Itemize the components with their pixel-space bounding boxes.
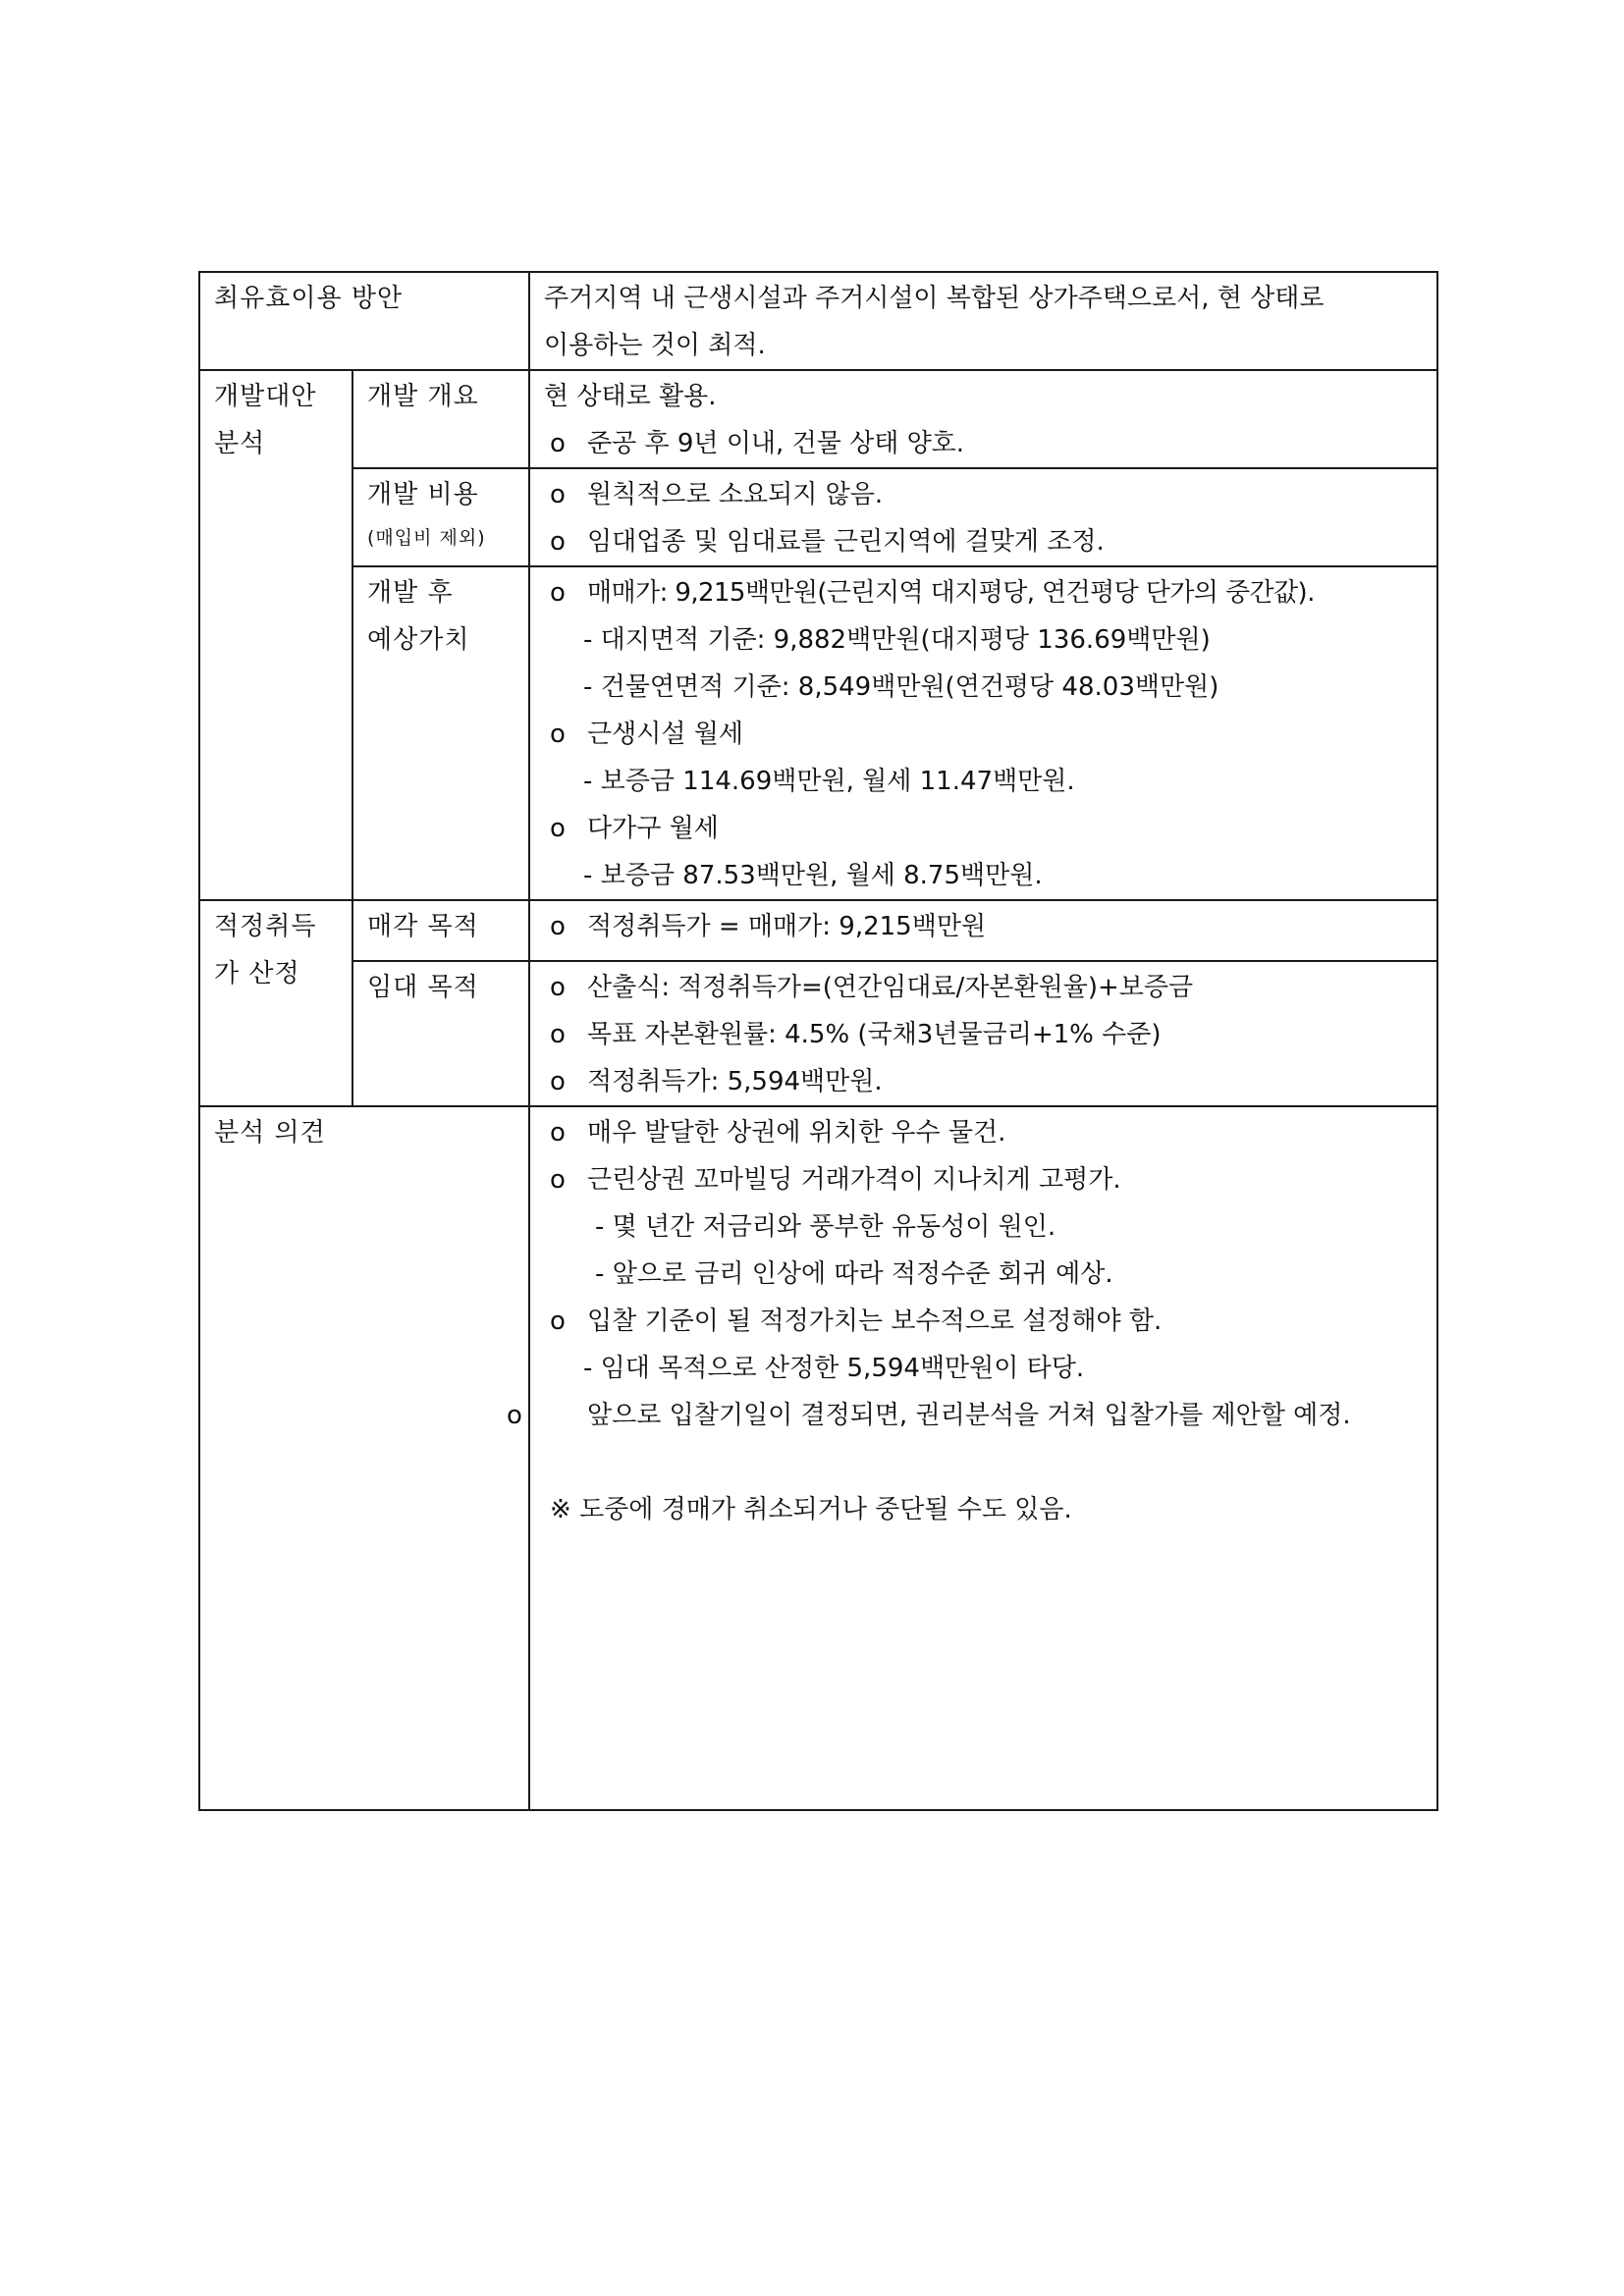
lease-line: 목표 자본환원률: 4.5% (국채3년물금리+1% 수준): [587, 1020, 1162, 1049]
overview-line: 현 상태로 활용.: [544, 382, 717, 411]
lease-line: 적정취득가: 5,594백만원.: [587, 1067, 883, 1096]
dev-cost-label: 개발 비용: [367, 480, 479, 509]
row-expected-value: [199, 566, 1437, 900]
dash-marker: -: [583, 767, 593, 796]
value-line: 건물연면적 기준: 8,549백만원(연건평당 48.03백만원): [600, 672, 1219, 702]
row-opinion: [199, 1106, 1437, 1810]
fair-price-label: 적정취득가 산정: [199, 900, 352, 1106]
sale-purpose-content: [529, 900, 1437, 961]
dev-cost-sublabel: (매입비 제외): [367, 527, 486, 549]
bullet-marker: o: [550, 1165, 566, 1195]
dash-marker: -: [595, 1259, 605, 1289]
opinion-content: [507, 1106, 1437, 1810]
value-line: 대지면적 기준: 9,882백만원(대지평당 136.69백만원): [600, 625, 1211, 655]
expected-value-content: [529, 566, 1437, 900]
dev-overview-label: 개발 개요: [352, 370, 529, 468]
bullet-marker: o: [550, 429, 566, 458]
dash-marker: -: [595, 1212, 605, 1242]
expected-value-label: 개발 후 예상가치: [352, 566, 529, 900]
best-use-text: 주거지역 내 근생시설과 주거시설이 복합된 상가주택으로서, 현 상태로 이용하는 것이 최적.: [544, 284, 1325, 360]
opinion-line: 앞으로 금리 인상에 따라 적정수준 회귀 예상.: [612, 1259, 1113, 1289]
dev-analysis-label: 개발대안 분석: [199, 370, 352, 900]
bullet-marker: o: [550, 578, 566, 608]
dash-marker: -: [583, 672, 593, 702]
best-use-label: 최유효이용 방안: [199, 272, 529, 370]
row-best-use: [199, 272, 1437, 370]
bullet-marker: o: [550, 1307, 566, 1336]
bullet-marker: o: [550, 912, 566, 941]
opinion-note: ※ 도중에 경매가 취소되거나 중단될 수도 있음.: [550, 1495, 1072, 1524]
bullet-marker: o: [550, 1118, 566, 1148]
opinion-line: 몇 년간 저금리와 풍부한 유동성이 원인.: [612, 1212, 1056, 1242]
sale-line: 적정취득가 = 매매가: 9,215백만원: [587, 912, 987, 941]
opinion-line: 매우 발달한 상권에 위치한 우수 물건.: [587, 1118, 1006, 1148]
dev-cost-label-cell: [352, 468, 529, 566]
opinion-line: 임대 목적으로 산정한 5,594백만원이 타당.: [600, 1354, 1085, 1383]
bullet-marker: o: [550, 480, 566, 509]
best-use-content: [529, 272, 1437, 370]
opinion-label: 분석 의견: [199, 1106, 529, 1810]
analysis-table: [198, 271, 1438, 1811]
dev-overview-content: [529, 370, 1437, 468]
opinion-line: 입찰 기준이 될 적정가치는 보수적으로 설정해야 함.: [587, 1307, 1163, 1336]
lease-line: 산출식: 적정취득가=(연간임대료/자본환원율)+보증금: [587, 973, 1194, 1002]
bullet-marker: o: [550, 720, 566, 749]
cost-line: 임대업종 및 임대료를 근린지역에 걸맞게 조정.: [587, 527, 1105, 557]
lease-purpose-label: 임대 목적: [352, 961, 529, 1106]
row-dev-cost: [199, 468, 1437, 566]
bullet-marker: o: [550, 527, 566, 557]
bullet-marker: o: [507, 1401, 522, 1430]
bullet-marker: o: [550, 973, 566, 1002]
analysis-sheet: [198, 271, 1436, 1811]
opinion-line: 근린상권 꼬마빌딩 거래가격이 지나치게 고평가.: [587, 1165, 1121, 1195]
bullet-marker: o: [550, 814, 566, 843]
spacer: [544, 1439, 1423, 1486]
value-line: 보증금 87.53백만원, 월세 8.75백만원.: [600, 861, 1043, 890]
value-line: 매매가: 9,215백만원(근린지역 대지평당, 연건평당 단가의 중간값).: [587, 578, 1315, 608]
dash-marker: -: [583, 625, 593, 655]
sale-purpose-label: 매각 목적: [352, 900, 529, 961]
opinion-line: 앞으로 입찰기일이 결정되면, 권리분석을 거쳐 입찰가를 제안할 예정.: [587, 1401, 1351, 1430]
row-dev-overview: [199, 370, 1437, 468]
row-lease-purpose: [199, 961, 1437, 1106]
overview-line: 준공 후 9년 이내, 건물 상태 양호.: [587, 429, 965, 458]
value-line: 다가구 월세: [587, 814, 719, 843]
bullet-marker: o: [550, 1020, 566, 1049]
value-line: 근생시설 월세: [587, 720, 743, 749]
dash-marker: -: [583, 1354, 593, 1383]
cost-line: 원칙적으로 소요되지 않음.: [587, 480, 884, 509]
dev-cost-content: [529, 468, 1437, 566]
row-sale-purpose: [199, 900, 1437, 961]
lease-purpose-content: [529, 961, 1437, 1106]
dash-marker: -: [583, 861, 593, 890]
bullet-marker: o: [550, 1067, 566, 1096]
value-line: 보증금 114.69백만원, 월세 11.47백만원.: [600, 767, 1075, 796]
